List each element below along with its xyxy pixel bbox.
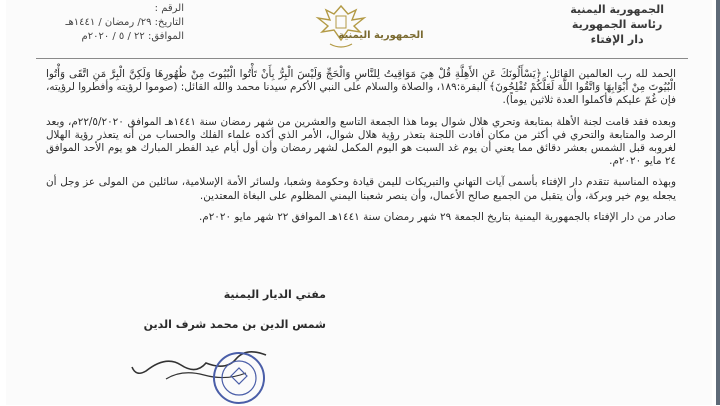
letter-meta bbox=[54, 2, 184, 44]
letter-body bbox=[46, 68, 676, 232]
reference-number-label: الرقم : bbox=[154, 3, 184, 14]
paragraph-announcement: وبعده فقد قامت لجنة الأهلة بمتابعة وتحري هلال شوال يوما هذا الجمعة التاسع والعشرين من شهر رمضان سنة ١٤٤١هـ الموافق ٢٢/٥/٢٠٢٠م، وبعد الرصد والمتابعة والتحري في أكثر من مكان أفادت اللجنة بتعذر رؤية هلال شوال، الأمر الذي أكده علماء الفلك والحساب من أنه يتعذر رؤية الهلال لغروبه قبل الشمس بعشر دقائق مما يعني أن يوم غد السبت هو اليوم المكمل لشهر رمضان وأن أول أيام عيد الفطر المبارك هو يوم الأحد الموافق ٢٤ مايو ٢٠٢٠م. bbox=[46, 115, 677, 168]
signatory-title: مفتي الديار اليمنية bbox=[223, 288, 326, 301]
letterhead-line-presidency: رئاسة الجمهورية bbox=[571, 18, 663, 31]
gregorian-date-label: الموافق: ٢٢ / ٥ / ٢٠٢٠م bbox=[81, 31, 184, 42]
paragraph-opening: الحمد لله رب العالمين القائل: ﴿يَسْأَلُونَكَ عَنِ الأَهِلَّةِ قُلْ هِيَ مَوَاقِيتُ لِلنَّاسِ وَالْحَجِّ وَلَيْسَ الْبِرُّ بِأَنْ تَأْتُوا الْبُيُوتَ مِنْ ظُهُورِهَا وَلَكِنَّ الْبِرَّ مَنِ اتَّقَى وَأْتُوا الْبُيُوتَ مِنْ أَبْوَابِهَا وَاتَّقُوا اللَّهَ لَعَلَّكُمْ تُفْلِحُونَ﴾ البقرة:١٨٩، والصلاة والسلام على النبي الأكرم سيدنا محمد والله القائل: (صوموا لرؤيته وأفطروا لرؤيته، فإن غُمّ عليكم فأكملوا العدة ثلاثين يوماً). bbox=[46, 68, 676, 107]
paragraph-issuance: صادر من دار الإفتاء بالجمهورية اليمنية بتاريخ الجمعة ٢٩ شهر رمضان سنة ١٤٤١هـ الموافق ٢٢ شهر مايو ٢٠٢٠م. bbox=[198, 210, 676, 223]
letterhead-line-republic: الجمهورية اليمنية bbox=[570, 3, 664, 16]
header-divider bbox=[36, 58, 688, 59]
paragraph-congratulations: وبهذه المناسبة تتقدم دار الإفتاء بأسمى آيات التهاني والتبريكات لليمن قيادة وحكومة وشعبا، ولسائر الأمة الإسلامية، سائلين من المولى عز وجل أن يجعله يوم خير وبركة، وأن يتقبل من الجميع صالح الأعمال، وأن ينصر شعبنا اليمني المظلوم على البغاة المعتدين. bbox=[46, 176, 676, 202]
signature-block bbox=[46, 280, 326, 340]
yemen-eagle-emblem-icon bbox=[296, 0, 386, 52]
signatory-name: شمس الدين بن محمد شرف الدين bbox=[143, 318, 326, 331]
document-page bbox=[6, 0, 712, 405]
letterhead-issuer bbox=[570, 2, 664, 47]
letterhead bbox=[6, 0, 712, 58]
emblem-banner-text: الجمهورية اليمنية bbox=[338, 30, 424, 41]
hijri-date-label: التاريخ: ٢٩/ رمضان / ١٤٤١هـ bbox=[65, 17, 184, 28]
letterhead-line-dar-al-ifta: دار الإفتاء bbox=[590, 33, 644, 46]
page-edge bbox=[716, 0, 720, 405]
official-stamp-icon bbox=[211, 350, 267, 406]
